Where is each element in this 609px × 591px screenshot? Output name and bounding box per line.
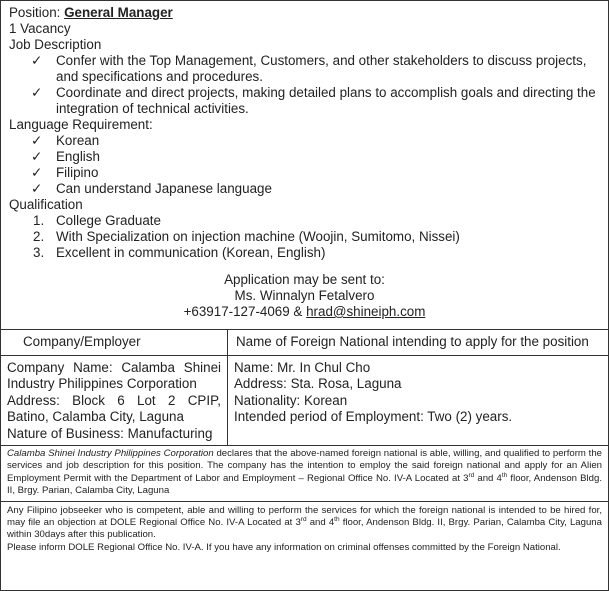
objection-paragraph: Any Filipino jobseeker who is competent, able and willing to perform the services for which the foreign national is intended to be hired for, may file an objection at DOLE Regional Office No. IV-A Located at 3rd and 4th floor, Andenson Bldg. II, Brgy. Parian, Calamba City, Laguna within 30days after this publication.: [7, 504, 602, 541]
foreign-national-address: Address: Sta. Rosa, Laguna: [234, 376, 402, 391]
job-description-list: [9, 53, 600, 117]
checkmark-icon: ✓: [31, 149, 43, 164]
company-name: Company Name: Calamba Shinei Industry Philippines Corporation: [7, 359, 221, 391]
list-item: 2. With Specialization on injection machine (Woojin, Sumitomo, Nissei): [33, 229, 460, 244]
position-line: [9, 5, 600, 21]
checkmark-icon: ✓: [31, 181, 43, 196]
foreign-national-details-cell: [228, 355, 609, 446]
position-label: Position:: [9, 5, 61, 20]
language-heading: Language Requirement:: [9, 117, 153, 132]
employer-foreign-national-table: [1, 329, 608, 446]
contact-phone: +63917-127-4069 &: [183, 304, 303, 319]
contact-phone-email: [9, 304, 600, 320]
employment-period: Intended period of Employment: Two (2) years.: [234, 409, 513, 424]
qualification-list: [9, 213, 600, 261]
checkmark-icon: ✓: [31, 133, 43, 148]
employer-column-header: Company/Employer: [1, 330, 228, 356]
nature-of-business: Nature of Business: Manufacturing: [7, 425, 213, 441]
contact-email-link[interactable]: hrad@shineiph.com: [306, 304, 426, 319]
foreign-national-name: Name: Mr. In Chul Cho: [234, 359, 371, 375]
list-item: ✓ Confer with the Top Management, Customers, and other stakeholders to discuss projects, and specifications and procedures.: [31, 53, 587, 84]
position-title: General Manager: [64, 5, 173, 20]
list-item: ✓ Can understand Japanese language: [31, 181, 272, 196]
table-row: [1, 355, 608, 446]
application-contact: [9, 272, 600, 320]
inform-dole-paragraph: Please inform DOLE Regional Office No. IV-A. If you have any information on criminal offenses committed by the Foreign National.: [7, 541, 561, 553]
company-address: Address: Block 6 Lot 2 CPIP, Batino, Calamba City, Laguna: [7, 392, 221, 424]
vacancy-count: 1 Vacancy: [9, 21, 71, 36]
contact-name: Ms. Winnalyn Fetalvero: [234, 288, 375, 303]
job-details: [1, 1, 608, 320]
language-list: [9, 133, 600, 197]
objection-notice: [1, 502, 608, 557]
qualification-heading: Qualification: [9, 197, 83, 212]
company-declaration: Calamba Shinei Industry Philippines Corporation declares that the above-named foreign national is able, willing, and qualified to perform the services and job description for this position. The company has the intention to employ the said foreign national and apply for an Alien Employment Permit with the Department of Labor and Employment – Regional Office No. IV-A Located at 3rd and 4th floor, Andenson Bldg. II, Brgy. Parian, Calamba City, Laguna: [1, 446, 608, 502]
list-item: 3. Excellent in communication (Korean, English): [33, 245, 326, 260]
checkmark-icon: ✓: [31, 53, 43, 68]
table-header-row: [1, 330, 608, 356]
foreign-national-column-header: Name of Foreign National intending to apply for the position: [228, 330, 609, 356]
list-item: ✓ Coordinate and direct projects, making detailed plans to accomplish goals and directing the integration of technical activities.: [31, 85, 596, 116]
list-item: ✓ Korean: [31, 133, 100, 148]
foreign-national-nationality: Nationality: Korean: [234, 392, 348, 408]
checkmark-icon: ✓: [31, 85, 43, 100]
list-item: ✓ Filipino: [31, 165, 99, 180]
checkmark-icon: ✓: [31, 165, 43, 180]
declaration-company-name: Calamba Shinei Industry Philippines Corporation: [7, 448, 214, 459]
list-item: 1. College Graduate: [33, 213, 161, 228]
employer-details-cell: [1, 355, 228, 446]
list-item: ✓ English: [31, 149, 100, 164]
application-instruction: Application may be sent to:: [224, 272, 385, 287]
job-description-heading: Job Description: [9, 37, 102, 52]
